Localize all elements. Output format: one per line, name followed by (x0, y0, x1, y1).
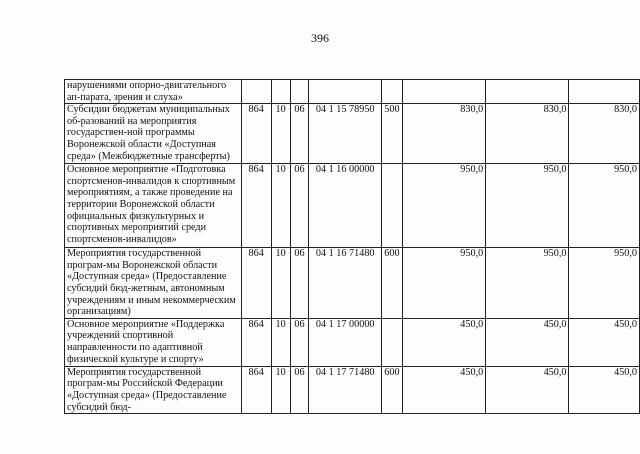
cell-rz: 10 (271, 318, 290, 366)
cell-grbs: 864 (241, 318, 271, 366)
table-row (65, 104, 640, 164)
table-row (65, 80, 640, 104)
cell-csr (309, 80, 381, 104)
cell-pr: 06 (290, 318, 309, 366)
cell-vr (381, 318, 402, 366)
table-row (65, 164, 640, 248)
cell-value-1 (402, 80, 485, 104)
cell-pr (290, 80, 309, 104)
cell-name: нарушениями опорно-двигательного ап-парата, зрения и слуха» (65, 80, 242, 104)
cell-pr: 06 (290, 366, 309, 413)
cell-vr (381, 80, 402, 104)
cell-grbs: 864 (241, 164, 271, 248)
cell-rz (271, 80, 290, 104)
cell-vr (381, 164, 402, 248)
cell-csr: 04 1 15 78950 (309, 104, 381, 164)
cell-value-3: 830,0 (569, 104, 640, 164)
table-row (65, 248, 640, 319)
cell-value-2 (486, 80, 569, 104)
cell-value-3 (569, 80, 640, 104)
cell-rz: 10 (271, 248, 290, 319)
cell-name: Мероприятия государственной програм-мы Воронежской области «Доступная среда» (Предоставление субсидий бюд-жетным, автономным учреждениям и иным некоммерческим организациям) (65, 248, 242, 319)
cell-value-3: 450,0 (569, 366, 640, 413)
cell-value-2: 450,0 (486, 318, 569, 366)
cell-value-1: 450,0 (402, 366, 485, 413)
cell-csr: 04 1 16 00000 (309, 164, 381, 248)
cell-pr: 06 (290, 164, 309, 248)
cell-grbs (241, 80, 271, 104)
cell-grbs: 864 (241, 248, 271, 319)
page-number: 396 (311, 31, 329, 45)
cell-value-2: 950,0 (486, 248, 569, 319)
cell-value-3: 450,0 (569, 318, 640, 366)
cell-vr: 600 (381, 248, 402, 319)
cell-value-1: 950,0 (402, 164, 485, 248)
cell-pr: 06 (290, 248, 309, 319)
cell-name: Субсидии бюджетам муниципальных об-разований на мероприятия государствен-ной программы Воронежской области «Доступная среда» (Межбюджетные трансферты) (65, 104, 242, 164)
cell-grbs: 864 (241, 366, 271, 413)
cell-rz: 10 (271, 366, 290, 413)
cell-value-1: 830,0 (402, 104, 485, 164)
budget-table (64, 79, 640, 414)
cell-pr: 06 (290, 104, 309, 164)
cell-value-1: 950,0 (402, 248, 485, 319)
cell-csr: 04 1 17 71480 (309, 366, 381, 413)
cell-value-2: 450,0 (486, 366, 569, 413)
cell-rz: 10 (271, 104, 290, 164)
cell-name: Основное мероприятие «Подготовка спортсменов-инвалидов к спортивным мероприятиям, а также проведение на территории Воронежской области официальных физкультурных и спортивных мероприятий среди спортсменов-инвалидов» (65, 164, 242, 248)
cell-name: Основное мероприятие «Поддержка учреждений спортивной направленности по адаптивной физической культуре и спорту» (65, 318, 242, 366)
cell-value-3: 950,0 (569, 164, 640, 248)
cell-value-2: 830,0 (486, 104, 569, 164)
cell-vr: 600 (381, 366, 402, 413)
cell-name: Мероприятия государственной програм-мы Российской Федерации «Доступная среда» (Предоставление субсидий бюд- (65, 366, 242, 413)
cell-rz: 10 (271, 164, 290, 248)
cell-value-1: 450,0 (402, 318, 485, 366)
table-row (65, 318, 640, 366)
cell-value-3: 950,0 (569, 248, 640, 319)
cell-value-2: 950,0 (486, 164, 569, 248)
cell-grbs: 864 (241, 104, 271, 164)
table-row (65, 366, 640, 413)
cell-vr: 500 (381, 104, 402, 164)
cell-csr: 04 1 16 71480 (309, 248, 381, 319)
cell-csr: 04 1 17 00000 (309, 318, 381, 366)
